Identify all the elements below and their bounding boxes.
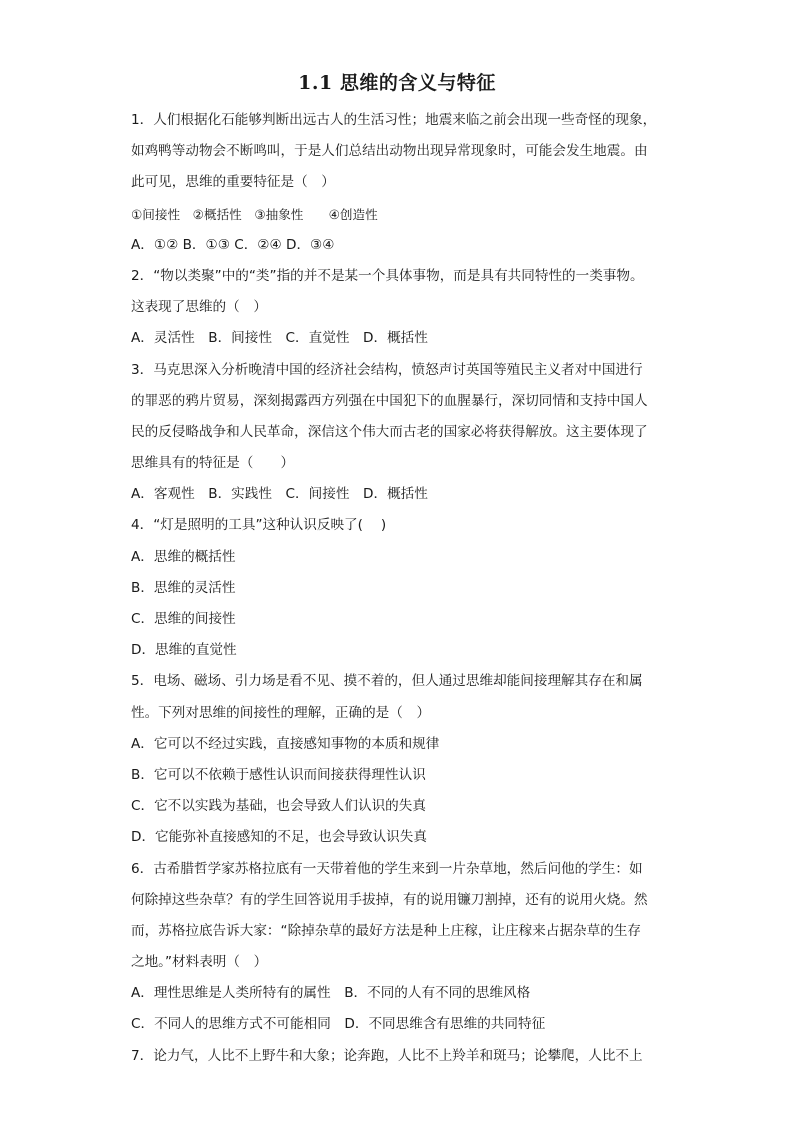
text-line: A．思维的概括性 bbox=[131, 548, 236, 565]
text-line: 6．古希腊哲学家苏格拉底有一天带着他的学生来到一片杂草地，然后问他的学生：如 bbox=[131, 860, 643, 877]
page-title: 1.1 思维的含义与特征 bbox=[298, 72, 496, 94]
text-line: 何除掉这些杂草？有的学生回答说用手拔掉，有的说用镰刀割掉，还有的说用火烧。然 bbox=[131, 891, 648, 908]
text-line: C．它不以实践为基础，也会导致人们认识的失真 bbox=[131, 798, 426, 815]
text-line: ①间接性 ②概括性 ③抽象性 ④创造性 bbox=[131, 206, 378, 222]
text-line: 3．马克思深入分析晚清中国的经济社会结构，愤怒声讨英国等殖民主义者对中国进行 bbox=[131, 361, 643, 378]
text-line: A．灵活性 B．间接性 C．直觉性 D．概括性 bbox=[131, 330, 428, 347]
text-line: 思维具有的特征是（ ） bbox=[131, 455, 295, 472]
text-line: A．它可以不经过实践，直接感知事物的本质和规律 bbox=[131, 735, 440, 752]
text-line: 之地。”材料表明（ ） bbox=[131, 954, 268, 971]
text-line: 如鸡鸭等动物会不断鸣叫，于是人们总结出动物出现异常现象时，可能会发生地震。由 bbox=[131, 143, 648, 160]
text-line: B．思维的灵活性 bbox=[131, 579, 236, 596]
text-line: A．①② B．①③ C．②④ D．③④ bbox=[131, 236, 335, 253]
text-line: 这表现了思维的（ ） bbox=[131, 299, 267, 316]
text-line: 性。下列对思维的间接性的理解，正确的是（ ） bbox=[131, 704, 431, 721]
text-line: A．理性思维是人类所特有的属性 B．不同的人有不同的思维风格 bbox=[131, 985, 531, 1002]
text-line: 4．“灯是照明的工具”这种认识反映了( ) bbox=[131, 517, 387, 534]
text-line: 2．“物以类聚”中的“类”指的并不是某一个具体事物，而是具有共同特性的一类事物。 bbox=[131, 267, 644, 284]
text-line: D．思维的直觉性 bbox=[131, 642, 237, 659]
text-line: 的罪恶的鸦片贸易，深刻揭露西方列强在中国犯下的血腥暴行，深切同情和支持中国人 bbox=[131, 392, 648, 409]
text-line: 此可见，思维的重要特征是（ ） bbox=[131, 174, 335, 191]
text-line: 7．论力气，人比不上野牛和大象；论奔跑，人比不上羚羊和斑马；论攀爬，人比不上 bbox=[131, 1047, 643, 1064]
text-line: C．思维的间接性 bbox=[131, 611, 236, 627]
text-line: B．它可以不依赖于感性认识而间接获得理性认识 bbox=[131, 766, 426, 783]
text-line: 1．人们根据化石能够判断出远古人的生活习性；地震来临之前会出现一些奇怪的现象， bbox=[131, 112, 657, 128]
text-line: C．不同人的思维方式不可能相同 D．不同思维含有思维的共同特征 bbox=[131, 1016, 546, 1033]
text-line: 而，苏格拉底告诉大家：“除掉杂草的最好方法是种上庄稼，让庄稼来占据杂草的生存 bbox=[131, 922, 642, 939]
question-list bbox=[131, 105, 665, 1072]
text-line: D．它能弥补直接感知的不足，也会导致认识失真 bbox=[131, 829, 427, 846]
text-line: 5．电场、磁场、引力场是看不见、摸不着的，但人通过思维却能间接理解其存在和属 bbox=[131, 673, 643, 690]
text-line: 民的反侵略战争和人民革命，深信这个伟大而古老的国家必将获得解放。这主要体现了 bbox=[131, 423, 648, 440]
text-line: A．客观性 B．实践性 C．间接性 D．概括性 bbox=[131, 486, 428, 503]
